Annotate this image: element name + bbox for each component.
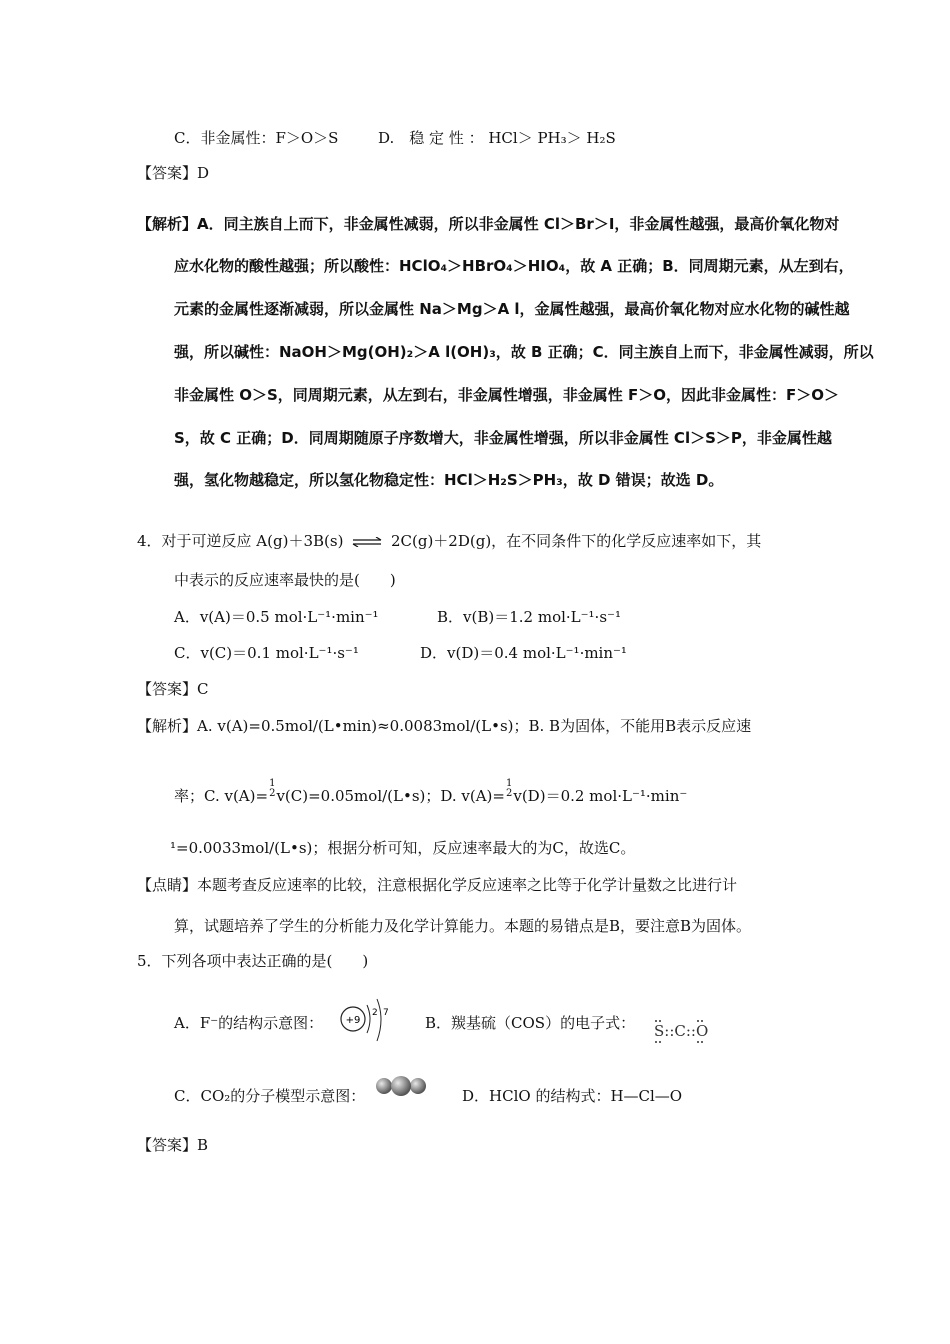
- q3-analysis-line-4: 强，所以碱性：NaOH＞Mg(OH)₂＞A l(OH)₃，故 B 正确；C．同主族自上而下，非金属性减弱，所以: [174, 343, 874, 361]
- q3-analysis-line-1: [137, 214, 839, 234]
- equilibrium-arrow-icon: [352, 537, 382, 547]
- q4-stem-line-1: [137, 531, 761, 551]
- answer-label: 【答案】: [137, 1136, 198, 1154]
- cos-electron-formula: [650, 1016, 714, 1046]
- analysis-label: 【解析】: [137, 215, 198, 233]
- analysis-text: A．同主族自上而下，非金属性减弱，所以非金属性 Cl＞Br＞I，非金属性越强，最高价氧化物对: [197, 215, 840, 233]
- answer-value: C: [197, 680, 209, 698]
- q4-answer: [137, 679, 209, 699]
- fraction-denominator: 2: [505, 788, 513, 799]
- answer-label: 【答案】: [137, 164, 198, 182]
- note-text: 本题考查反应速率的比较，注意根据化学反应速率之比等于化学计量数之比进行计: [197, 876, 738, 894]
- shell-2-count: 7: [383, 1008, 389, 1018]
- fraction-denominator: 2: [269, 788, 276, 799]
- cos-formula-text: S::C::O: [654, 1022, 709, 1040]
- q5-option-d: D．HClO 的结构式：H—Cl—O: [462, 1087, 683, 1105]
- q3-option-d: D. 稳 定 性 ： HCl＞ PH₃＞ H₂S: [378, 129, 616, 147]
- analysis-text: v(D)＝0.2 mol·L⁻¹·min⁻: [513, 787, 688, 805]
- co2-model-icon: [374, 1074, 430, 1098]
- analysis-text: v(C)=0.05mol/(L•s)；D. v(A)=: [276, 787, 505, 805]
- q3-analysis-line-2: 应水化物的酸性越强；所以酸性：HClO₄＞HBrO₄＞HIO₄，故 A 正确；B．同周期元素，从左到右，: [174, 257, 854, 275]
- q3-option-c: C．非金属性：F＞O＞S: [174, 129, 339, 147]
- q3-analysis-line-6: S，故 C 正确；D．同周期随原子序数增大，非金属性增强，所以非金属性 Cl＞S＞P，非金属性越: [174, 429, 832, 447]
- q3-analysis-line-7: 强，氢化物越稳定，所以氢化物稳定性：HCl＞H₂S＞PH₃，故 D 错误；故选 D。: [174, 471, 724, 489]
- q3-answer: [137, 163, 209, 183]
- fraction-numerator: 1: [269, 778, 276, 789]
- fraction-numerator: 1: [505, 778, 513, 789]
- note-label: 【点睛】: [137, 876, 198, 894]
- q5-option-b: B．羰基硫（COS）的电子式：: [425, 1014, 636, 1032]
- answer-value: B: [197, 1136, 209, 1154]
- q4-option-c: C．v(C)＝0.1 mol·L⁻¹·s⁻¹: [174, 644, 359, 662]
- q4-option-a: A．v(A)＝0.5 mol·L⁻¹·min⁻¹: [174, 608, 379, 626]
- q4-analysis-line-3: ¹=0.0033mol/(L•s)；根据分析可知，反应速率最大的为C，故选C。: [170, 839, 636, 857]
- shell-1-count: 2: [372, 1008, 378, 1018]
- stem-text: 2C(g)＋2D(g)，在不同条件下的化学反应速率如下，其: [390, 532, 762, 550]
- q4-option-b: B．v(B)＝1.2 mol·L⁻¹·s⁻¹: [437, 608, 621, 626]
- q5-stem: 5．下列各项中表达正确的是( ): [137, 952, 369, 970]
- q5-answer: [137, 1135, 208, 1155]
- q3-analysis-line-5: 非金属性 O＞S，同周期元素，从左到右，非金属性增强，非金属性 F＞O，因此非金属性：F＞O＞: [174, 386, 839, 404]
- fluoride-structure-diagram: [335, 995, 395, 1049]
- q5-option-c: C．CO₂的分子模型示意图：: [174, 1087, 366, 1105]
- analysis-label: 【解析】: [137, 717, 198, 735]
- answer-label: 【答案】: [137, 680, 198, 698]
- q4-stem-line-2: 中表示的反应速率最快的是( ): [174, 571, 396, 589]
- q3-analysis-line-3: 元素的金属性逐渐减弱，所以金属性 Na＞Mg＞A l，金属性越强，最高价氧化物对应水化物的碱性越: [174, 300, 850, 318]
- fraction-half: [506, 779, 512, 799]
- q5-option-a: A．F⁻的结构示意图：: [174, 1014, 324, 1032]
- answer-value: D: [197, 164, 210, 182]
- q4-note-line-2: 算，试题培养了学生的分析能力及化学计算能力。本题的易错点是B，要注意B为固体。: [174, 917, 752, 935]
- q4-note-line-1: [137, 875, 737, 895]
- stem-text: 4．对于可逆反应 A(g)＋3B(s): [137, 532, 344, 550]
- q4-option-d: D．v(D)＝0.4 mol·L⁻¹·min⁻¹: [420, 644, 627, 662]
- analysis-text: A. v(A)=0.5mol/(L•min)≈0.0083mol/(L•s)；B. B为固体，不能用B表示反应速: [197, 717, 752, 735]
- q4-analysis-line-1: [137, 716, 751, 736]
- nucleus-label: +9: [345, 1015, 361, 1026]
- q4-analysis-line-2: [174, 778, 688, 807]
- fraction-half: [269, 779, 275, 799]
- analysis-text: 率；C. v(A)=: [174, 787, 269, 805]
